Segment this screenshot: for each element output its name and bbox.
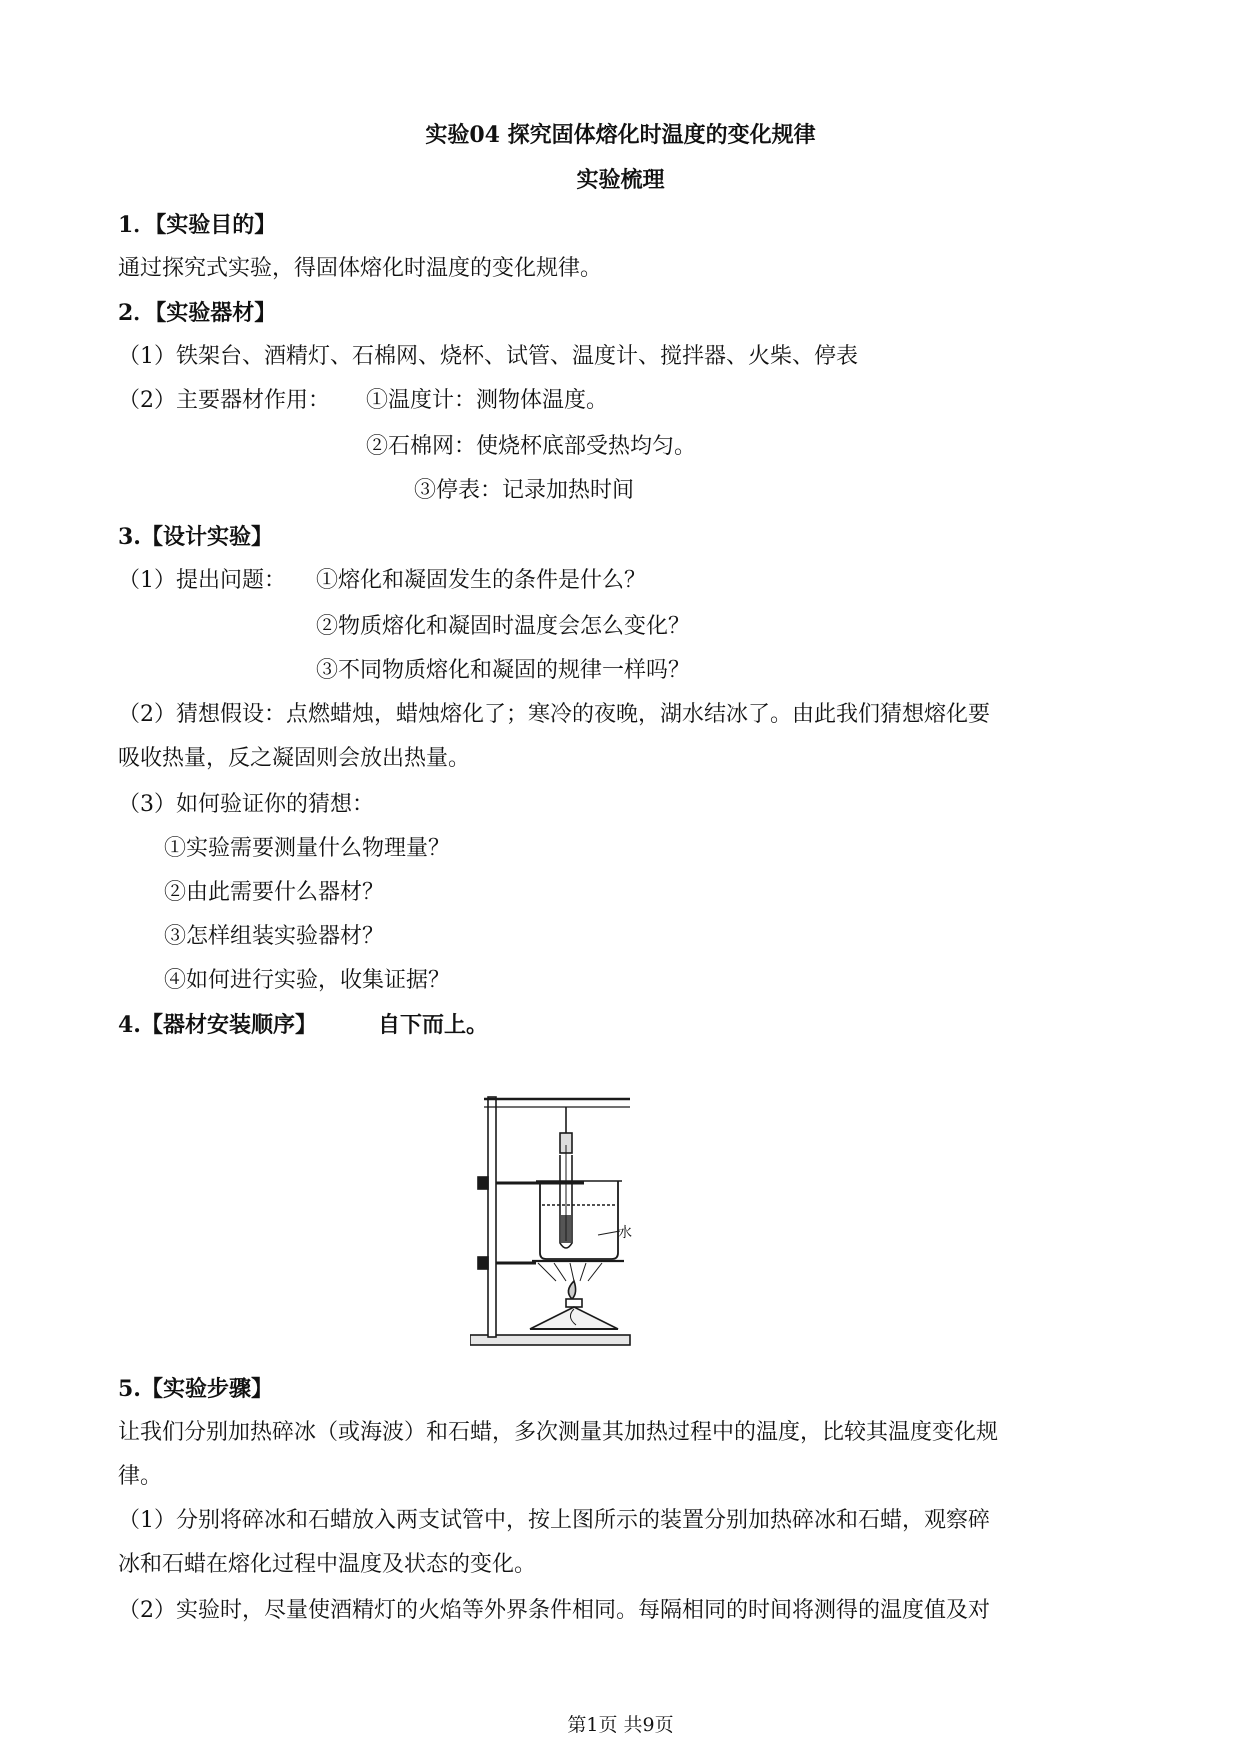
apparatus-figure (470, 1085, 636, 1355)
hypothesis-line-1: （2）猜想假设：点燃蜡烛，蜡烛熔化了；寒冷的夜晚，湖水结冰了。由此我们猜想熔化要 (118, 702, 991, 727)
steps-intro-line-1: 让我们分别加热碎冰（或海波）和石蜡，多次测量其加热过程中的温度，比较其温度变化规 (118, 1420, 999, 1445)
section-subtitle: 实验梳理 (576, 167, 665, 193)
heading-design: 3.【设计实验】 (118, 524, 273, 550)
beaker (540, 1181, 618, 1259)
equipment-role-thermometer: ①温度计：测物体温度。 (366, 388, 609, 413)
page-footer: 第1页 共9页 (567, 1714, 674, 1736)
heading-install-order: 4.【器材安装顺序】 (118, 1012, 317, 1038)
heading-equipment: 2．【实验器材】 (118, 300, 277, 326)
document-title: 实验04 探究固体熔化时温度的变化规律 (425, 122, 816, 148)
steps-intro-line-2: 律。 (118, 1464, 163, 1489)
heading-purpose: 1．【实验目的】 (118, 212, 277, 238)
step-1-line-1: （1）分别将碎冰和石蜡放入两支试管中，按上图所示的装置分别加热碎冰和石蜡，观察碎 (118, 1508, 991, 1533)
hypothesis-line-2: 吸收热量，反之凝固则会放出热量。 (118, 746, 471, 771)
heading-steps: 5.【实验步骤】 (118, 1376, 273, 1402)
verify-3: ③怎样组装实验器材？ (164, 924, 385, 949)
water-label: 水 (618, 1225, 632, 1241)
equipment-role-stopwatch: ③停表：记录加热时间 (414, 478, 635, 503)
verify-1: ①实验需要测量什么物理量？ (164, 836, 451, 861)
step-1-line-2: 冰和石蜡在熔化过程中温度及状态的变化。 (118, 1552, 537, 1577)
stand-rod (488, 1097, 496, 1337)
alcohol-lamp (530, 1307, 618, 1329)
verify-2: ②由此需要什么器材？ (164, 880, 385, 905)
step-2-line-1: （2）实验时，尽量使酒精灯的火焰等外界条件相同。每隔相同的时间将测得的温度值及对 (118, 1598, 991, 1623)
verify-label: （3）如何验证你的猜想： (118, 792, 374, 817)
question-3: ③不同物质熔化和凝固的规律一样吗？ (316, 658, 691, 683)
question-label: （1）提出问题： (118, 568, 286, 593)
purpose-text: 通过探究式实验，得固体熔化时温度的变化规律。 (118, 256, 603, 281)
equipment-role-gauze: ②石棉网：使烧杯底部受热均匀。 (366, 434, 697, 459)
question-2: ②物质熔化和凝固时温度会怎么变化？ (316, 614, 691, 639)
verify-4: ④如何进行实验，收集证据？ (164, 968, 451, 993)
install-order-text: 自下而上。 (378, 1012, 489, 1038)
flame (568, 1281, 575, 1299)
equipment-list: （1）铁架台、酒精灯、石棉网、烧杯、试管、温度计、搅拌器、火柴、停表 (118, 344, 858, 369)
equipment-role-label: （2）主要器材作用： (118, 388, 330, 413)
question-1: ①熔化和凝固发生的条件是什么？ (316, 568, 647, 593)
